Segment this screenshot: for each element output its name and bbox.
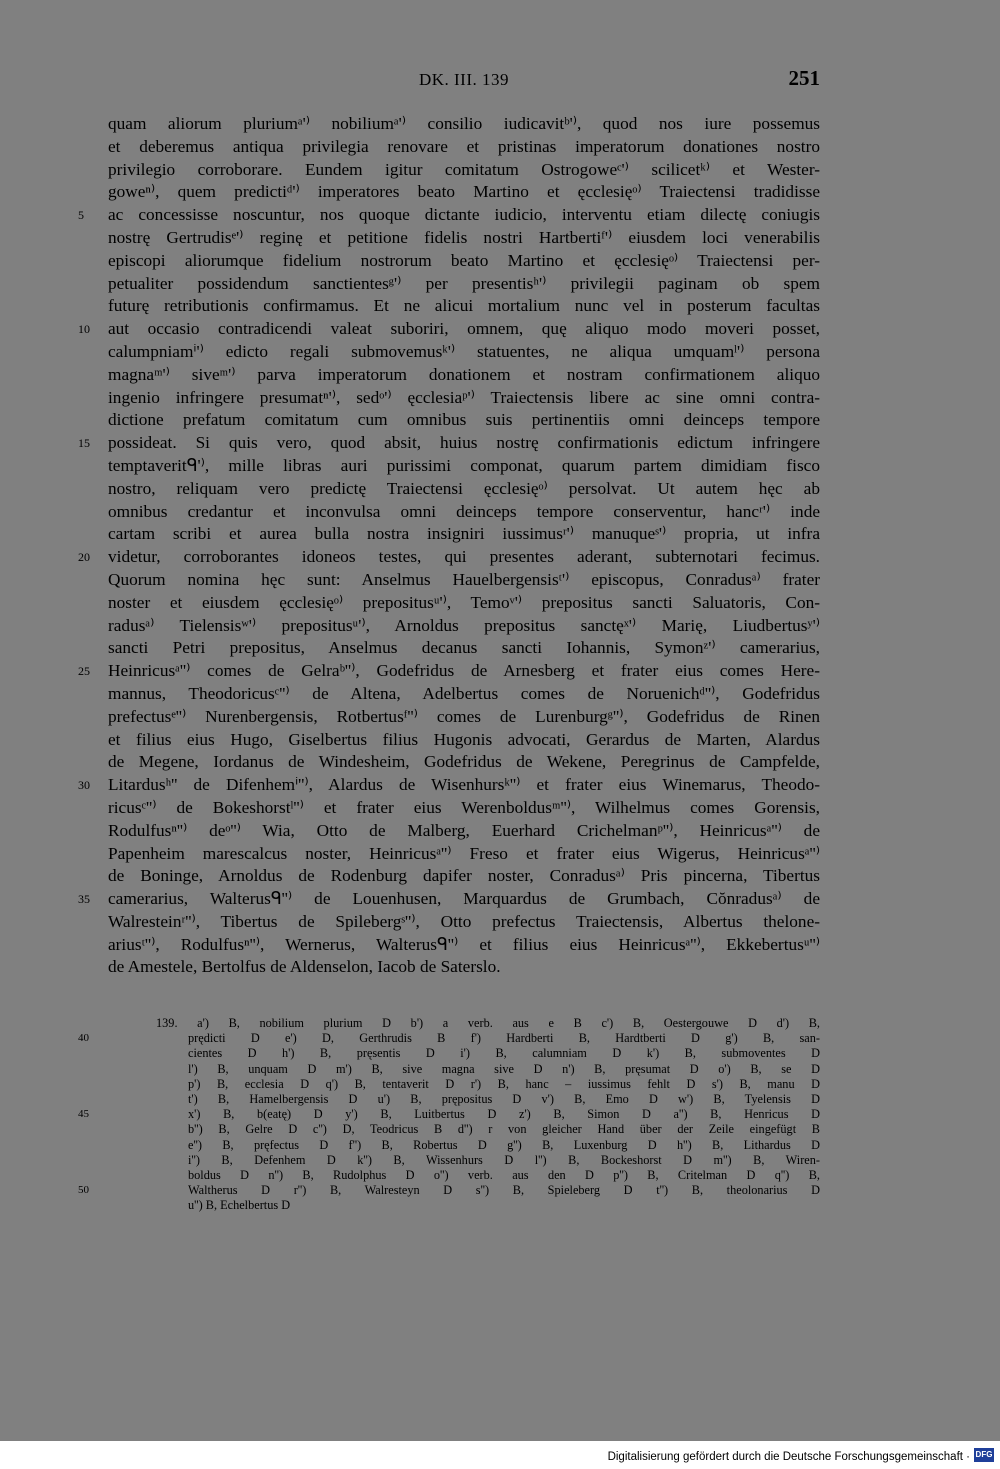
line-text: de Megene, Iordanus de Windesheim, Godefridus de Wekene, Peregrinus de Campfelde, (108, 752, 820, 772)
line-text: Litardusʰ'' de Difenhemⁱ''⁾, Alardus de Wisenhursᵏ''⁾ et frater eius Winemarus, Theodo- (108, 775, 820, 795)
footnote-line (108, 1122, 820, 1137)
line-text: omnibus credantur et inconvulsa omni deinceps tempore conserventur, hancʳ'⁾ inde (108, 501, 820, 521)
line-number: 5 (78, 208, 84, 223)
line-text: noster et eiusdem ęcclesięᵒ⁾ prepositusᵘ'⁾, Temoᵛ'⁾ prepositus sancti Saluatoris, Con- (108, 592, 820, 612)
line-text: aut occasio contradicendi valeat suboriri, omnem, quę aliquo modo moveri posset, (108, 319, 820, 339)
line-text: de Amestele, Bertolfus de Aldenselon, Iacob de Saterslo. (108, 957, 501, 977)
footnote-line (108, 1198, 820, 1213)
dfg-logo: DFG (974, 1448, 994, 1462)
text-line (108, 934, 820, 957)
line-number: 50 (78, 1184, 89, 1197)
line-text: privilegio corroborare. Eundem igitur comitatum Ostrogoweᶜ'⁾ scilicetᵏ⁾ et Wester- (108, 159, 820, 179)
footnote-text: 139. a') B, nobilium plurium D b') a verb. aus e B c') B, Oestergouwe D d') B, (156, 1016, 820, 1030)
line-text: possideat. Si quis vero, quod absit, huius nostrę confirmationis edictum infringere (108, 433, 820, 453)
line-text: ariusᵗ''⁾, Rodulfusⁿ''⁾, Wernerus, Walterusᑫ''⁾ et filius eius Heinricusᵃ''⁾, Ekkebertusᵘ''⁾ (108, 934, 820, 954)
footnote-line (108, 1016, 820, 1031)
footnote-text: e'') B, pręfectus D f'') B, Robertus D g'') B, Luxenburg D h'') B, Lithardus D (188, 1137, 820, 1152)
text-line (108, 455, 820, 478)
line-text: nostrę Gertrudisᵉ'⁾ reginę et petitione fidelis nostri Hartbertiᶠ'⁾ eiusdem loci venerabilis (108, 227, 820, 247)
text-line (78, 204, 820, 227)
text-line (108, 387, 820, 410)
footnote-line (78, 1107, 820, 1122)
line-text: Heinricusᵃ''⁾ comes de Gelraᵇ''⁾, Godefridus de Arnesberg et frater eius comes Here- (108, 661, 820, 681)
line-text: videtur, corroborantes idoneos testes, qui presentes aderant, subternotari fecimus. (108, 547, 820, 567)
line-number: 25 (78, 664, 90, 679)
text-line (108, 797, 820, 820)
line-text: et filius eius Hugo, Giselbertus filius Hugonis advocati, Gerardus de Marten, Alardus (108, 729, 820, 749)
footnote-text: boldus D n'') B, Rudolphus D o'') verb. aus den D p'') B, Critelman D q'') B, (188, 1167, 820, 1182)
text-line (108, 159, 820, 182)
line-text: Rodulfusⁿ''⁾ deᵒ''⁾ Wia, Otto de Malberg, Euerhard Crichelmanᵖ''⁾, Heinricusᵃ''⁾ de (108, 820, 820, 840)
text-line (108, 478, 820, 501)
footnote-text: i'') B, Defenhem D k'') B, Wissenhurs D l'') B, Bockeshorst D m'') B, Wiren- (188, 1152, 820, 1167)
line-text: sancti Petri prepositus, Anselmus decanus sancti Iohannis, Symonᶻ'⁾ camerarius, (108, 638, 820, 658)
text-line (78, 774, 820, 797)
footnote-text: u'') B, Echelbertus D (188, 1198, 291, 1213)
line-text: temptaveritᑫ'⁾, mille libras auri purissimi componat, quarum partem dimidiam fisco (108, 455, 820, 475)
text-line (108, 295, 820, 318)
text-line (78, 888, 820, 911)
line-text: petualiter possidendum sanctientesᵍ'⁾ per presentisʰ'⁾ privilegii paginam ob spem (108, 273, 820, 293)
footnote-line (108, 1168, 820, 1183)
text-line (108, 751, 820, 774)
footnote-text: cientes D h') B, pręsentis D i') B, calumniam D k') B, submoventes D (188, 1046, 820, 1061)
footnote-line (108, 1077, 820, 1092)
text-line (78, 546, 820, 569)
text-line (108, 523, 820, 546)
line-text: ac concessisse noscuntur, nos quoque dictante iudicio, interventu etiam dilectę coniugis (108, 205, 820, 225)
running-head: DK. III. 139 (418, 70, 510, 89)
line-text: de Boninge, Arnoldus de Rodenburg dapifer noster, Conradusᵃ⁾ Pris pincerna, Tibertus (108, 866, 820, 886)
text-line (108, 569, 820, 592)
page-number: 251 (788, 66, 820, 90)
text-line (108, 250, 820, 273)
text-line (108, 227, 820, 250)
footnote-text: b'') B, Gelre D c'') D, Teodricus B d'') r von gleicher Hand über der Zeile eingefügt B (188, 1122, 820, 1137)
footnote-text: t') B, Hamelbergensis D u') B, prępositus D v') B, Emo D w') B, Tyelensis D (188, 1091, 820, 1106)
text-line (78, 318, 820, 341)
line-text: ricusᶜ''⁾ de Bokeshorstˡ''⁾ et frater eius Werenboldusᵐ''⁾, Wilhelmus comes Gorensis, (108, 797, 820, 817)
text-line (108, 637, 820, 660)
line-text: magnaᵐ'⁾ siveᵐ'⁾ parva imperatorum donationem et nostram confirmationem aliquo (108, 364, 820, 384)
footnote-line (78, 1031, 820, 1046)
text-line (108, 592, 820, 615)
critical-apparatus (78, 1016, 820, 1213)
line-text: goweⁿ⁾, quem predictiᵈ'⁾ imperatores beato Martino et ęcclesięᵒ⁾ Traiectensi tradidisse (108, 182, 820, 202)
footnote-line (108, 1046, 820, 1061)
line-number: 20 (78, 550, 90, 565)
text-line (108, 364, 820, 387)
footnote-line (108, 1138, 820, 1153)
footnote-line (108, 1153, 820, 1168)
line-text: prefectusᵉ''⁾ Nurenbergensis, Rotbertusᶠ''⁾ comes de Lurenburgᵍ''⁾, Godefridus de Rinen (108, 706, 820, 726)
line-text: episcopi aliorumque fidelium nostrorum beato Martino et ęcclesięᵒ⁾ Traiectensi per- (108, 250, 820, 270)
line-number: 30 (78, 778, 90, 793)
text-line (108, 911, 820, 934)
page-header (108, 66, 820, 96)
line-text: cartam scribi et aurea bulla nostra insigniri iussimusʳ'⁾ manuqueˢ'⁾ propria, ut infra (108, 524, 820, 544)
text-line (108, 843, 820, 866)
line-number: 45 (78, 1108, 89, 1121)
line-text: calumpniamⁱ'⁾ edicto regali submovemusᵏ'⁾ statuentes, ne aliqua umquamˡ'⁾ persona (108, 341, 820, 361)
text-line (108, 341, 820, 364)
footnote-text: Waltherus D r'') B, Walresteyn D s'') B, Spieleberg D t'') B, theolonarius D (188, 1183, 820, 1198)
text-line (108, 820, 820, 843)
text-line (78, 660, 820, 683)
funding-footer (0, 1441, 1000, 1469)
line-text: nostro, reliquam vero predictę Traiectensi ęcclesięᵒ⁾ persolvat. Ut autem hęc ab (108, 478, 820, 498)
footnote-line (108, 1092, 820, 1107)
main-text (78, 113, 820, 979)
line-text: Walresteinʳ''⁾, Tibertus de Spilebergˢ''⁾, Otto prefectus Traiectensis, Albertus thelone- (108, 911, 820, 931)
line-text: mannus, Theodoricusᶜ''⁾ de Altena, Adelbertus comes de Noruenichᵈ''⁾, Godefridus (108, 683, 820, 703)
line-number: 10 (78, 322, 90, 337)
line-number: 35 (78, 892, 90, 907)
line-number: 40 (78, 1032, 89, 1045)
footnote-text: x') B, b(eatę) D y') B, Luitbertus D z') B, Simon D a'') B, Henricus D (188, 1107, 820, 1122)
footnote-text: l') B, unquam D m') B, sive magna sive D n') B, pręsumat D o') B, se D (188, 1061, 820, 1076)
line-text: et deberemus antiqua privilegia renovare et pristinas imperatorum donationes nostro (108, 136, 820, 156)
footnote-text: prędicti D e') D, Gerthrudis B f') Hardberti B, Hardtberti D g') B, san- (188, 1031, 820, 1046)
text-line (108, 113, 820, 136)
line-text: quam aliorum pluriumᵃ'⁾ nobiliumᵃ'⁾ consilio iudicavitᵇ'⁾, quod nos iure possemus (108, 114, 820, 133)
text-line (108, 683, 820, 706)
line-text: camerarius, Walterusᑫ''⁾ de Louenhusen, Marquardus de Grumbach, Cŏnradusᵃ⁾ de (108, 889, 820, 909)
line-text: radusᵃ⁾ Tielensisʷ'⁾ prepositusᵘ'⁾, Arnoldus prepositus sanctęˣ'⁾ Marię, Liudbertusʸ'⁾ (108, 615, 820, 635)
text-line (108, 136, 820, 159)
text-line (108, 409, 820, 432)
line-text: dictione prefatum comitatum cum omnibus suis pertinentiis omni deinceps tempore (108, 410, 820, 430)
line-text: Quorum nomina hęc sunt: Anselmus Hauelbergensisᵗ'⁾ episcopus, Conradusᵃ⁾ frater (108, 569, 820, 589)
line-number: 15 (78, 436, 90, 451)
text-line (108, 181, 820, 204)
text-line (108, 729, 820, 752)
funding-text: Digitalisierung gefördert durch die Deutsche Forschungsgemeinschaft · (607, 1451, 970, 1463)
text-line (108, 615, 820, 638)
text-line (78, 432, 820, 455)
text-line (108, 956, 820, 979)
line-text: ingenio infringere presumatⁿ'⁾, sedᵒ'⁾ ęcclesiaᵖ'⁾ Traiectensis libere ac sine omni contra- (108, 387, 820, 407)
line-text: futurę retributionis confirmamus. Et ne alicui mortalium nunc vel in posterum facultas (108, 296, 820, 316)
text-line (108, 865, 820, 888)
text-line (108, 706, 820, 729)
footnote-text: p') B, ecclesia D q') B, tentaverit D r') B, hanc – iussimus fehlt D s') B, manu D (188, 1076, 820, 1091)
text-line (108, 273, 820, 296)
footnote-line (108, 1062, 820, 1077)
line-text: Papenheim marescalcus noster, Heinricusᵃ''⁾ Freso et frater eius Wigerus, Heinricusᵃ''⁾ (108, 843, 820, 863)
text-line (108, 501, 820, 524)
footnote-line (78, 1183, 820, 1198)
